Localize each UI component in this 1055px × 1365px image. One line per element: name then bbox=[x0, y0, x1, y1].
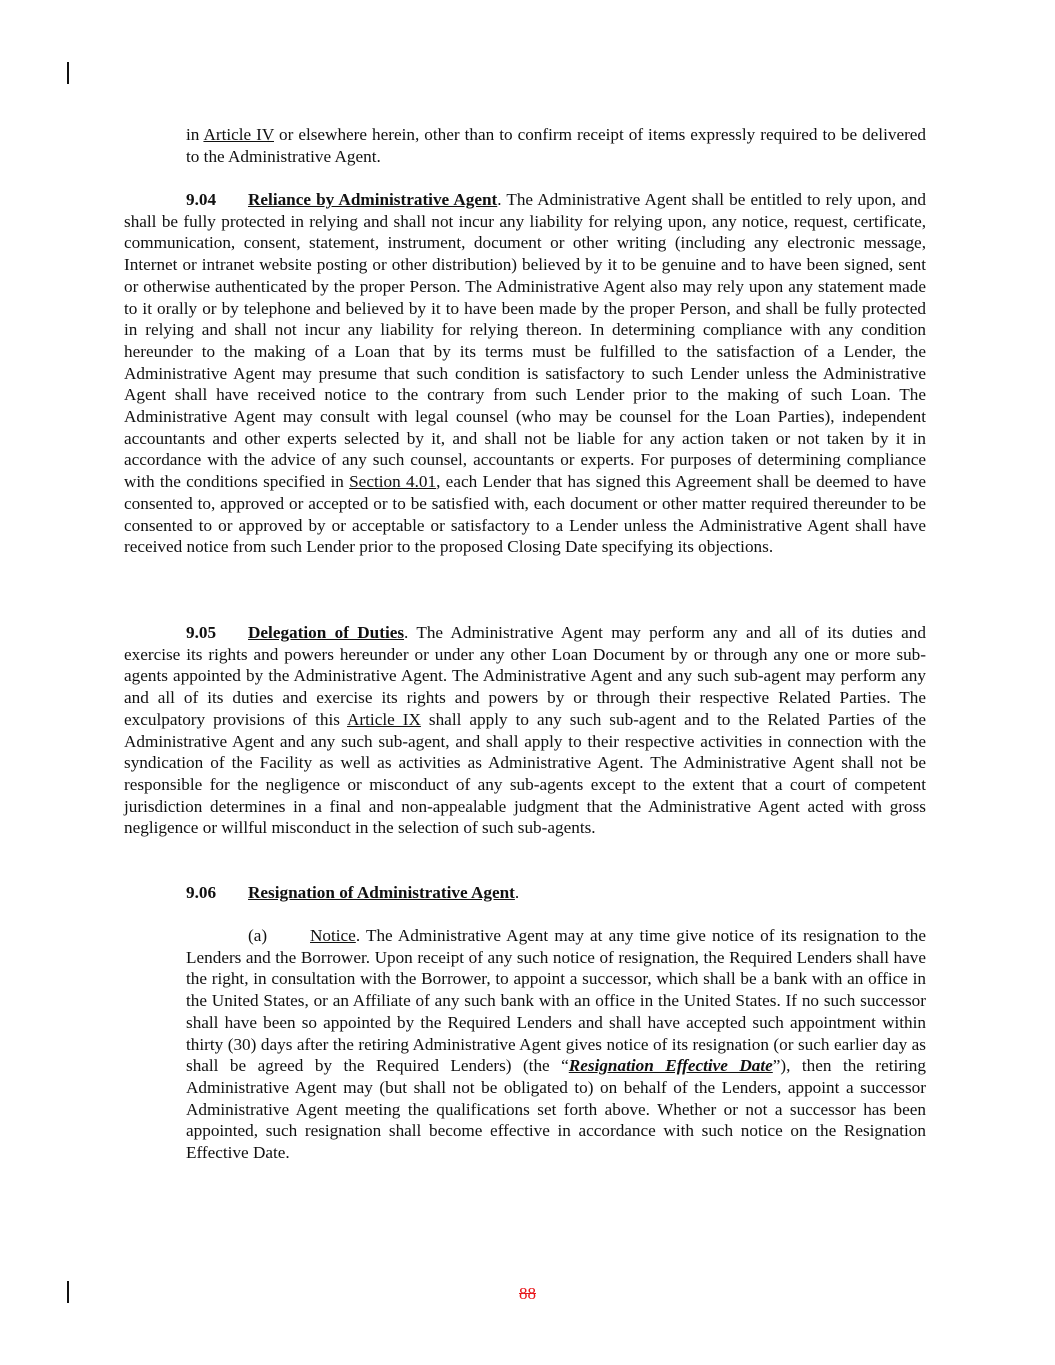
section-body-end: , each Lender that has signed this Agreement shall be deemed to have consented to, approved or accepted or to be satisfied with, each document or other matter required thereunder to be consented to or approved by or acceptable or satisfactory to a Lender unless the Administrative Agent shall have received notice from such Lender prior to the proposed Closing Date specifying its objections. bbox=[124, 472, 926, 557]
section-9-06-a bbox=[186, 925, 926, 1164]
page-number: 88 bbox=[519, 1284, 536, 1303]
heading-period: . bbox=[514, 883, 520, 902]
article-iv-link[interactable]: Article IV bbox=[203, 125, 274, 144]
article-ix-link[interactable]: Article IX bbox=[347, 709, 421, 729]
section-heading: Resignation of Administrative Agent bbox=[248, 883, 515, 902]
carryover-paragraph bbox=[186, 124, 926, 167]
section-number: 9.04 bbox=[186, 190, 217, 209]
subsection-body: . The Administrative Agent may at any time give notice of its resignation to the Lenders and the Borrower. Upon receipt of any such notice of resignation, the Required Lenders shall have the right, in consultation with the Borrower, to appoint a successor, which shall be a bank with an office in the United States, or an Affiliate of any such bank with an office in the United States. If no such successor shall have been so appointed by the Required Lenders and shall have accepted such appointment within thirty (30) days after the retiring Administrative Agent gives notice of its resignation (or such earlier day as shall be agreed by the Required Lenders) (the “ bbox=[186, 926, 926, 1076]
section-9-06-heading bbox=[124, 882, 926, 904]
section-body-end: shall apply to any such sub-agent and to the Related Parties of the Administrative Agent and any such sub-agent, and shall apply to their respective activities in connection with the syndication of the Facility as well as activities as Administrative Agent. The Administrative Agent shall not be responsible for the negligence or misconduct of any sub-agents except to the extent that a court of competent jurisdiction determines in a final and non-appealable judgment that the Administrative Agent acted with gross negligence or willful misconduct in the selection of such sub-agents. bbox=[124, 709, 926, 838]
section-heading: Delegation of Duties bbox=[248, 623, 405, 642]
section-body: . The Administrative Agent may perform any and all of its duties and exercise its rights and powers hereunder or under any other Loan Document by or through any one or more sub-agents appointed by the Administrative Agent. The Administrative Agent and any such sub-agent may perform any and all of its duties and exercise its rights and powers by or through their respective Related Parties. The exculpatory provisions of this bbox=[124, 623, 926, 729]
carryover-text: in bbox=[186, 125, 204, 144]
subsection-label: (a) bbox=[248, 926, 268, 945]
defined-term: Resignation Effective Date bbox=[568, 1056, 773, 1076]
subsection-body-end: ”), then the retiring Administrative Agent may (but shall not be obligated to) on behalf of the Lenders, appoint a successor Administrative Agent meeting the qualifications set forth above. Whether or not a successor has been appointed, such resignation shall become effective in accordance with such notice on the Resignation Effective Date. bbox=[186, 1056, 926, 1163]
section-9-04 bbox=[124, 189, 926, 558]
section-body: . The Administrative Agent shall be entitled to rely upon, and shall be fully protected in relying and shall not incur any liability for relying upon, any notice, request, certificate, communication, consent, statement, instrument, document or other writing (including any electronic message, Internet or intranet website posting or other distribution) believed by it to be genuine and to have been signed, sent or otherwise authenticated by the proper Person. The Administrative Agent also may rely upon any statement made to it orally or by telephone and believed by it to have been made by the proper Person, and shall be fully protected in relying and shall not incur any liability for relying thereon. In determining compliance with any condition hereunder to the making of a Loan that by its terms must be fulfilled to the satisfaction of a Lender, the Administrative Agent may presume that such condition is satisfactory to such Lender unless the Administrative Agent shall have received notice to the contrary from such Lender prior to the making of such Loan. The Administrative Agent may consult with legal counsel (who may be counsel for the Loan Parties), independent accountants and other experts selected by it, and shall not be liable for any action taken or not taken by it in accordance with the advice of any such counsel, accountants or experts. For purposes of determining compliance with the conditions specified in bbox=[124, 190, 926, 492]
section-number: 9.06 bbox=[186, 883, 217, 902]
subsection-title: Notice bbox=[310, 926, 356, 945]
carryover-text-end: or elsewhere herein, other than to confirm receipt of items expressly required to be delivered to the Administrative Agent. bbox=[186, 125, 927, 166]
section-4-01-link[interactable]: Section 4.01 bbox=[349, 472, 437, 492]
section-heading: Reliance by Administrative Agent bbox=[248, 190, 498, 209]
section-9-05 bbox=[124, 622, 926, 839]
revision-bar-top bbox=[67, 62, 69, 84]
section-number: 9.05 bbox=[186, 623, 217, 642]
